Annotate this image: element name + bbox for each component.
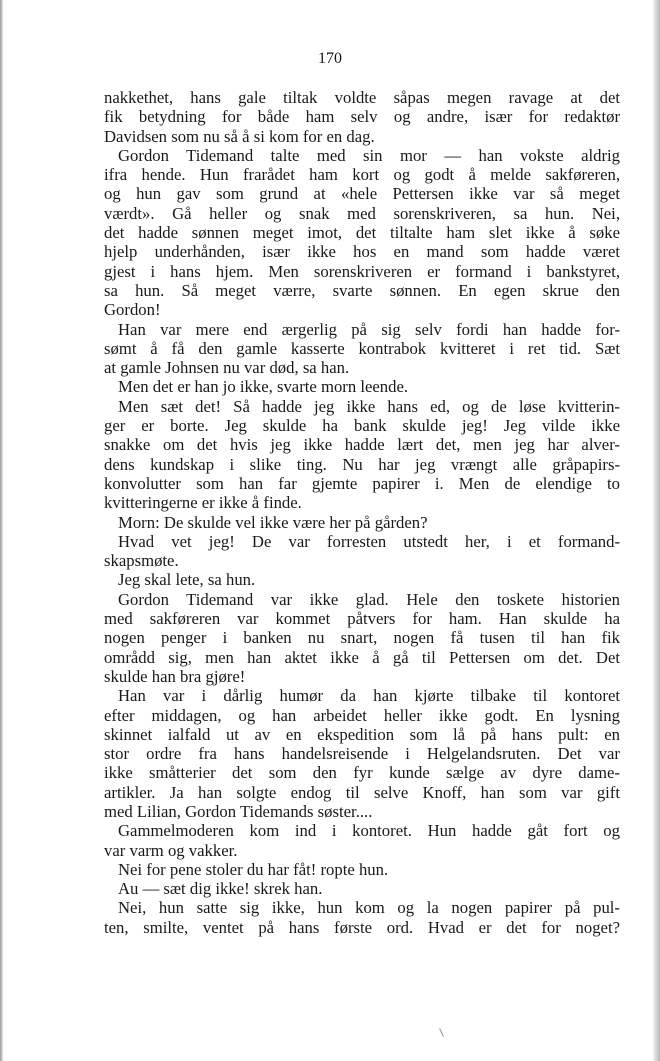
text-line: efter middagen, og han arbeidet heller ikke godt. En lysning <box>104 705 620 725</box>
text-line: skapsmøte. <box>104 551 179 571</box>
text-line: artikler. Ja han solgte endog til selve Knoff, han som var gift <box>104 782 620 802</box>
text-line: ikke småtterier det som den fyr kunde sælge av dyre dame- <box>104 763 620 783</box>
text-line: at gamle Johnsen nu var død, sa han. <box>104 358 350 378</box>
text-line: snakke om det hvis jeg ikke hadde lært det, men jeg har alver- <box>104 435 620 455</box>
page-edge-right <box>653 0 660 1061</box>
text-line: Nei for pene stoler du har fåt! ropte hun. <box>118 859 389 879</box>
text-line: stor ordre fra hans handelsreisende i Helgelandsruten. Det var <box>104 744 620 764</box>
text-line: skinnet ialfald ut av en ekspedition som lå på hans pult: en <box>104 724 620 744</box>
text-line: værdt». Gå heller og snak med sorenskriveren, sa hun. Nei, <box>104 203 620 223</box>
text-line: ger er borte. Jeg skulde ha bank skulde jeg! Jeg vilde ikke <box>104 416 620 436</box>
text-line: Nei, hun satte sig ikke, hun kom og la nogen papirer på pul- <box>118 898 620 918</box>
text-line: ten, smilte, ventet på hans første ord. Hvad er det for noget? <box>104 917 620 937</box>
text-line: Gordon Tidemand var ikke glad. Hele den toskete historien <box>118 589 620 609</box>
page-number: 170 <box>318 50 342 67</box>
text-line: Gordon Tidemand talte med sin mor — han vokste aldrig <box>118 145 620 165</box>
text-line: med sakføreren var kommet påtvers for ham. Han skulde ha <box>104 609 620 629</box>
text-line: gjest i hans hjem. Men sorenskriveren er formand i bankstyret, <box>104 261 620 281</box>
text-line: Han var mere end ærgerlig på sig selv fordi han hadde for- <box>118 319 620 339</box>
text-line: fik betydning for både ham selv og andre, især for redaktør <box>104 107 620 127</box>
text-line: Men det er han jo ikke, svarte morn leende. <box>118 377 409 397</box>
text-line: Morn: De skulde vel ikke være her på gården? <box>118 512 428 532</box>
text-line: Han var i dårlig humør da han kjørte tilbake til kontoret <box>118 686 620 706</box>
text-line: var varm og vakker. <box>104 840 238 860</box>
text-line: sa hun. Så meget værre, svarte sønnen. En egen skrue den <box>104 280 620 300</box>
text-line: Davidsen som nu så å si kom for en dag. <box>104 126 375 146</box>
text-line: med Lilian, Gordon Tidemands søster.... <box>104 801 373 821</box>
text-line: og hun gav som grund at «hele Pettersen ikke var så meget <box>104 184 620 204</box>
text-line: områdd sig, men han aktet ikke å gå til Pettersen om det. Det <box>104 647 620 667</box>
text-line: Men sæt det! Så hadde jeg ikke hans ed, og de løse kvitterin- <box>118 396 620 416</box>
body-text <box>104 88 620 937</box>
text-line: Hvad vet jeg! De var forresten utstedt her, i et formand- <box>118 531 620 551</box>
text-line: nogen penger i banken nu snart, nogen få tusen til han fik <box>104 628 620 648</box>
text-line: kvitteringerne er ikke å finde. <box>104 493 302 513</box>
text-line: dens kundskap i slike ting. Nu har jeg vrængt alle gråpapirs- <box>104 454 620 474</box>
text-line: Au — sæt dig ikke! skrek han. <box>118 879 323 899</box>
text-line: ifra hende. Hun frarådet ham kort og godt å melde sakføreren, <box>104 165 620 185</box>
text-line: sømt å få den gamle kasserte kontrabok kvitteret i ret tid. Sæt <box>104 338 620 358</box>
text-line: konvolutter som han far gjemte papirer i. Men de elendige to <box>104 473 620 493</box>
text-line: Gammelmoderen kom ind i kontoret. Hun hadde gåt fort og <box>118 821 620 841</box>
text-line: det hadde sønnen meget imot, det tiltalte ham slet ikke å søke <box>104 223 620 243</box>
text-line: Gordon! <box>104 300 161 320</box>
text-line: skulde han bra gjøre! <box>104 666 246 686</box>
text-line: nakkethet, hans gale tiltak voldte såpas megen ravage at det <box>104 88 620 107</box>
stray-mark <box>439 1028 444 1037</box>
text-line: Jeg skal lete, sa hun. <box>118 570 256 590</box>
text-line: hjelp underhånden, især ikke hos en mand som hadde været <box>104 242 620 262</box>
page-edge-left <box>0 0 3 1061</box>
